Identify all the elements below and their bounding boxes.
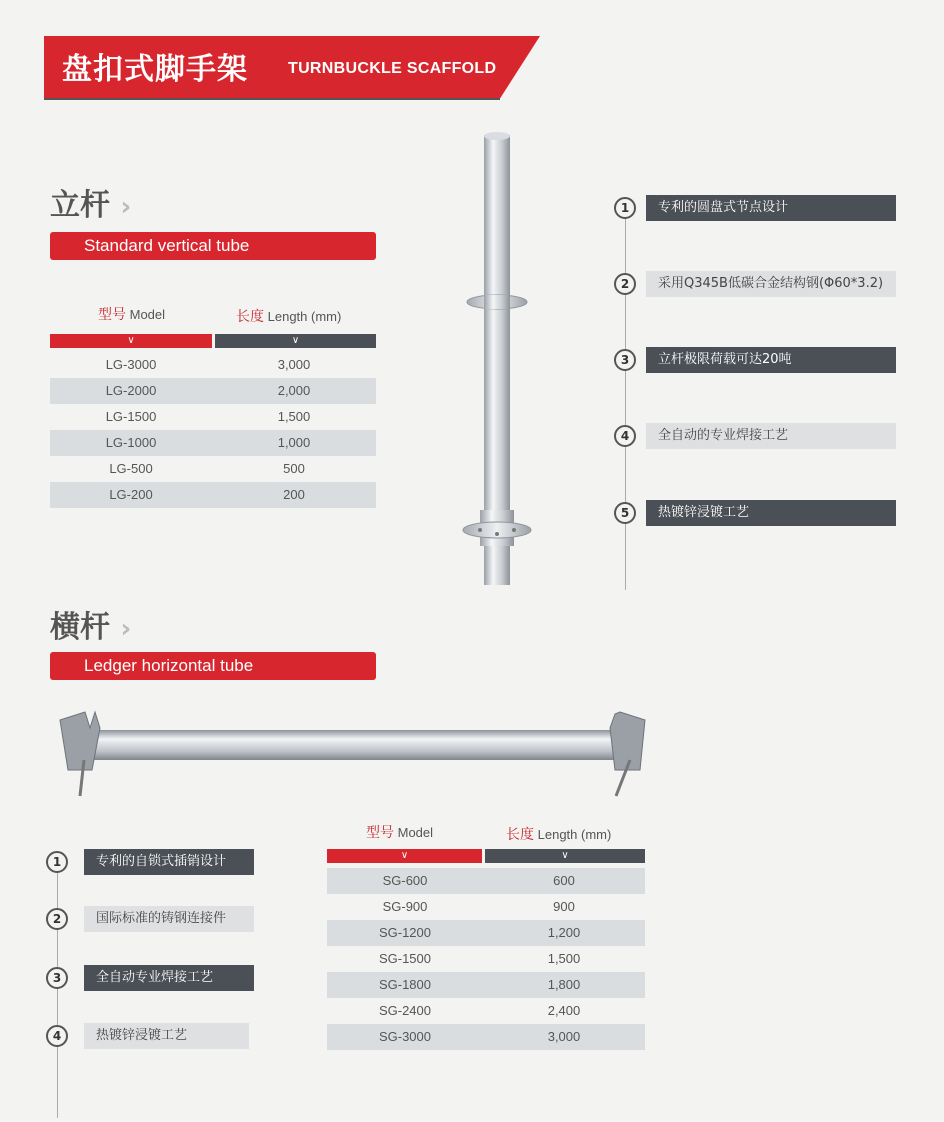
length-cell: 3,000 bbox=[277, 357, 311, 372]
length-cell: 2,400 bbox=[547, 1003, 581, 1018]
length-cell: 1,500 bbox=[547, 951, 581, 966]
length-cell: 3,000 bbox=[547, 1029, 581, 1044]
feature-number-badge: 4 bbox=[46, 1025, 68, 1047]
model-cell: LG-1500 bbox=[105, 409, 157, 424]
chevron-right-icon: › bbox=[120, 192, 132, 222]
model-cell: SG-1200 bbox=[378, 925, 432, 940]
features-line bbox=[57, 868, 58, 1118]
vertical-tube-image bbox=[460, 130, 540, 590]
length-cell: 200 bbox=[283, 487, 305, 502]
feature-number-badge: 4 bbox=[614, 425, 636, 447]
vertical-col-model: 型号 Model bbox=[98, 307, 166, 323]
feature-label: 热镀锌浸镀工艺 bbox=[646, 500, 896, 526]
length-cell: 1,000 bbox=[277, 435, 311, 450]
model-cell: SG-2400 bbox=[378, 1003, 432, 1018]
ledger-subtitle: Ledger horizontal tube bbox=[84, 656, 254, 675]
table-row bbox=[50, 404, 376, 430]
vertical-subtitle-bar bbox=[50, 232, 376, 260]
model-cell: SG-600 bbox=[382, 873, 428, 888]
table-row bbox=[327, 946, 645, 972]
table-row bbox=[327, 894, 645, 920]
feature-label: 专利的圆盘式节点设计 bbox=[646, 195, 896, 221]
vertical-section-title bbox=[50, 180, 131, 224]
table-row bbox=[327, 998, 645, 1024]
model-cell: LG-2000 bbox=[105, 383, 157, 398]
feature-label: 热镀锌浸镀工艺 bbox=[84, 1023, 249, 1049]
feature-number-badge: 2 bbox=[614, 273, 636, 295]
model-cell: SG-1500 bbox=[378, 951, 432, 966]
table-row bbox=[50, 378, 376, 404]
table-row bbox=[50, 430, 376, 456]
chevron-down-icon: ∨ bbox=[50, 334, 212, 348]
table-row bbox=[327, 868, 645, 894]
ledger-table bbox=[327, 868, 645, 1050]
length-cell: 600 bbox=[553, 873, 575, 888]
table-row bbox=[50, 456, 376, 482]
chevron-down-icon: ∨ bbox=[327, 849, 482, 863]
feature-label: 专利的自锁式插销设计 bbox=[84, 849, 254, 875]
model-cell: SG-3000 bbox=[378, 1029, 432, 1044]
ledger-col-length: 长度 Length (mm) bbox=[506, 827, 612, 843]
table-row bbox=[50, 482, 376, 508]
length-cell: 1,800 bbox=[547, 977, 581, 992]
vertical-col-length: 长度 Length (mm) bbox=[236, 309, 342, 325]
table-row bbox=[327, 1024, 645, 1050]
vertical-subtitle: Standard vertical tube bbox=[84, 236, 250, 255]
length-cell: 1,200 bbox=[547, 925, 581, 940]
vertical-table bbox=[50, 352, 376, 508]
feature-number-badge: 3 bbox=[614, 349, 636, 371]
model-cell: LG-200 bbox=[109, 487, 153, 502]
ledger-title-zh: 横杆 bbox=[50, 610, 110, 645]
length-cell: 1,500 bbox=[277, 409, 311, 424]
feature-label: 国际标准的铸钢连接件 bbox=[84, 906, 254, 932]
table-row bbox=[50, 352, 376, 378]
length-cell: 500 bbox=[283, 461, 305, 476]
banner-title-en: TURNBUCKLE SCAFFOLD bbox=[288, 60, 497, 77]
feature-number-badge: 2 bbox=[46, 908, 68, 930]
length-cell: 2,000 bbox=[277, 383, 311, 398]
chevron-right-icon: › bbox=[120, 614, 132, 644]
table-row bbox=[327, 920, 645, 946]
feature-number-badge: 1 bbox=[46, 851, 68, 873]
feature-number-badge: 5 bbox=[614, 502, 636, 524]
ledger-subtitle-bar bbox=[50, 652, 376, 680]
feature-label: 立杆极限荷载可达20吨 bbox=[646, 347, 896, 373]
model-cell: SG-1800 bbox=[378, 977, 432, 992]
feature-number-badge: 1 bbox=[614, 197, 636, 219]
vertical-title-zh: 立杆 bbox=[50, 188, 110, 223]
chevron-down-icon: ∨ bbox=[215, 334, 376, 348]
length-cell: 900 bbox=[553, 899, 575, 914]
feature-number-badge: 3 bbox=[46, 967, 68, 989]
feature-label: 全自动的专业焊接工艺 bbox=[646, 423, 896, 449]
ledger-tube-image bbox=[50, 700, 650, 800]
feature-label: 采用Q345B低碳合金结构钢(Φ60*3.2) bbox=[646, 271, 896, 297]
model-cell: LG-500 bbox=[109, 461, 153, 476]
model-cell: LG-3000 bbox=[105, 357, 157, 372]
banner-title-zh: 盘扣式脚手架 bbox=[62, 52, 248, 87]
model-cell: SG-900 bbox=[382, 899, 428, 914]
table-row bbox=[327, 972, 645, 998]
ledger-section-title bbox=[50, 602, 131, 646]
feature-label: 全自动专业焊接工艺 bbox=[84, 965, 254, 991]
chevron-down-icon: ∨ bbox=[485, 849, 645, 863]
ledger-col-model: 型号 Model bbox=[366, 825, 434, 841]
model-cell: LG-1000 bbox=[105, 435, 157, 450]
